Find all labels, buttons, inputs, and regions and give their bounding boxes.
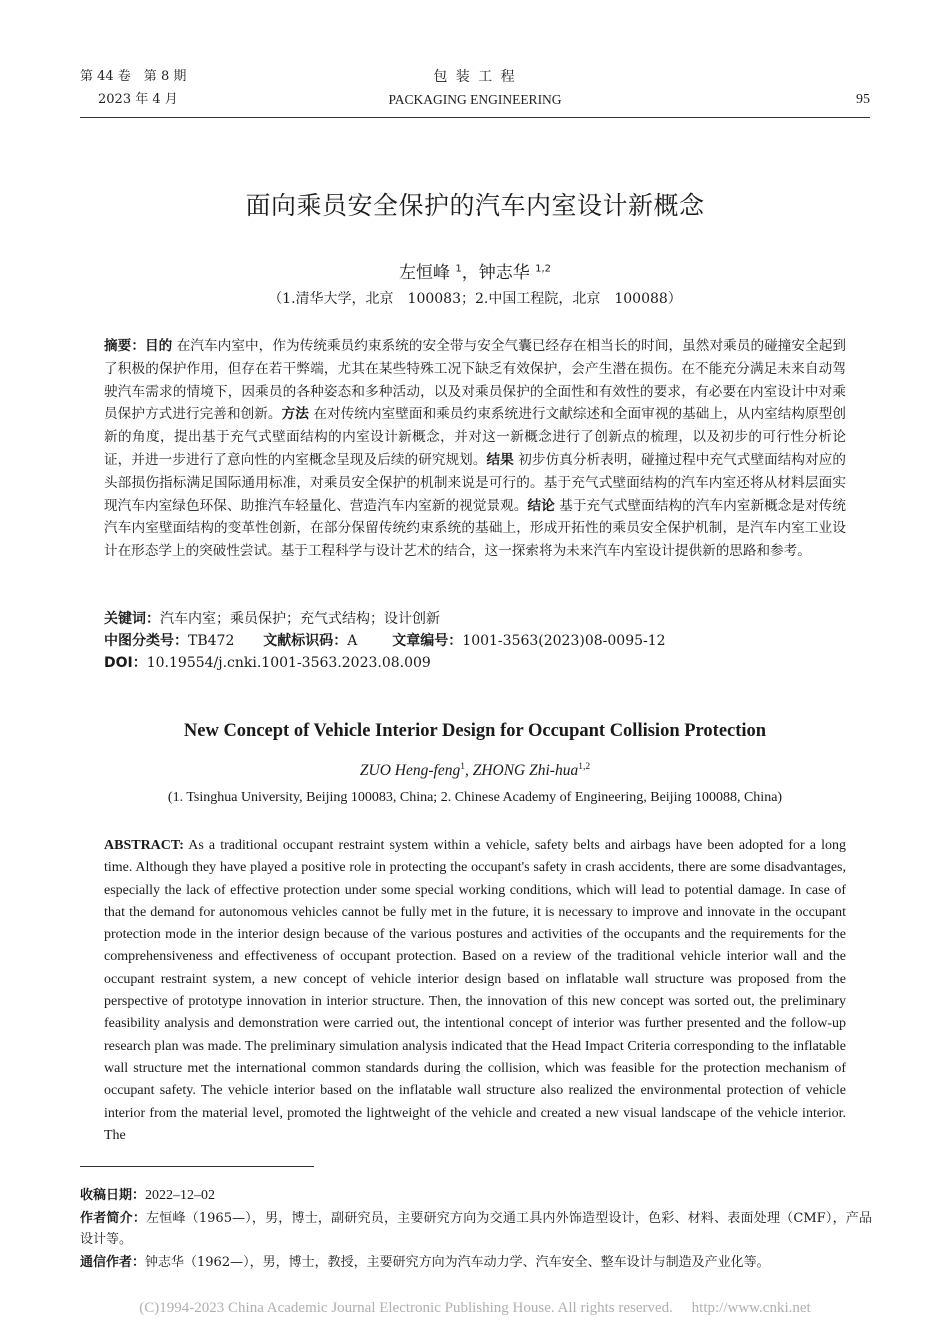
footnote-corresponding — [80, 1252, 872, 1273]
header-journal-en: PACKAGING ENGINEERING — [388, 92, 562, 107]
footnote-received — [80, 1185, 872, 1206]
article-no-label: 文章编号： — [392, 633, 463, 649]
conclusion-text: 基于充气式壁面结构的汽车内室新概念是对传统汽车内室壁面结构的变革性创新，在部分保留传统约束系统的基础上，形成开拓性的乘员安全保护机制，是汽车内室工业设计在形态学上的突破性尝试。基于工程科学与设计艺术的结合，这一探索将为未来汽车内室设计提供新的思路和参考。 — [104, 497, 847, 560]
doc-code-label: 文献标识码： — [263, 633, 348, 649]
corr-text: 钟志华（1962—），男，博士，教授，主要研究方向为汽车动力学、汽车安全、整车设计与制造及产业化等。 — [145, 1255, 770, 1270]
author2-cn-sup: 1,2 — [535, 263, 552, 275]
author1-cn: 左恒峰 — [398, 263, 450, 283]
footnote-rule — [80, 1166, 314, 1167]
header-page-number: 95 — [856, 92, 870, 107]
clc-label: 中图分类号： — [104, 633, 188, 649]
abstract-en-text: As a traditional occupant restraint system within a vehicle, safety belts and airbags have been adopted for a long time. Although they have played a positive role in protecting the occupant's safety in crash accidents, there are some disadvantages, especially the lack of effective protection under some special working conditions, which will lead to potential damage. In case of that the demand for autonomous vehicles cannot be fully met in the future, it is necessary to improve and innovate in the occupant protection mode in the interior design because of the various postures and activities of the occupants and the requirements for the comprehensiveness and effectiveness of occupant protection. Based on a review of the traditional vehicle interior wall and the occupant restraint system, a new concept of vehicle interior design based on inflatable wall structure was proposed from the perspective of prototype innovation in interior structure. Then, the innovation of this new concept was sorted out, the preliminary feasibility analysis and demonstration were carried out, the intentional concept of interior was further presented and the follow-up research plan was made. The preliminary simulation analysis indicated that the Head Impact Criteria corresponding to the inflatable wall structure met the international common standards during the collision, which was feasible for the protection mechanism of occupant safety. The vehicle interior based on the inflatable wall structure also realized the environmental protection of vehicle interior from the material level, promoted the lightweight of the vehicle and created a new visual landscape of the vehicle interior. The — [104, 838, 846, 1143]
authors-cn — [0, 258, 950, 283]
abstract-en-label: ABSTRACT: — [104, 838, 184, 853]
doi-line — [104, 652, 846, 672]
objective-label: 目的 — [144, 338, 173, 354]
keywords-cn-label: 关键词： — [104, 611, 160, 627]
author-separator-en: , — [464, 762, 473, 780]
authors-en — [0, 762, 950, 780]
classification-line — [104, 630, 846, 650]
author2-cn: 钟志华 — [478, 263, 530, 283]
clc-value: TB472 — [188, 633, 235, 649]
received-label: 收稿日期： — [80, 1188, 146, 1203]
corr-label: 通信作者： — [80, 1255, 146, 1270]
author2-en-sup: 1,2 — [578, 762, 591, 772]
author1-en-sup: 1 — [460, 762, 465, 772]
article-no-value: 1001-3563(2023)08-0095-12 — [462, 633, 666, 649]
doi-label: DOI： — [104, 655, 147, 671]
keywords-cn-value: 汽车内室；乘员保护；充气式结构；设计创新 — [160, 611, 440, 627]
copyright-notice: (C)1994-2023 China Academic Journal Electronic Publishing House. All rights reserved. http://www.cnki.net — [139, 1300, 811, 1316]
keywords-cn — [104, 608, 846, 628]
conclusion-label: 结论 — [527, 497, 555, 514]
result-text: 初步仿真分析表明，碰撞过程中充气式壁面结构对应的头部损伤指标满足国际通用标准，对乘员安全保护的机制来说是可行的。基于充气式壁面结构的汽车内室还将从材料层面实现汽车内室绿色环保、助推汽车轻量化、营造汽车内室新的视觉景观。 — [104, 451, 847, 514]
header-volume-issue: 第 44 卷 第 8 期 — [80, 69, 187, 84]
author1-en: ZUO Heng-feng — [359, 762, 461, 780]
bio-label: 作者简介： — [80, 1211, 147, 1226]
affiliation-en: (1. Tsinghua University, Beijing 100083, China; 2. Chinese Academy of Engineering, Beijing 100088, China) — [167, 790, 783, 805]
title-cn: 面向乘员安全保护的汽车内室设计新概念 — [245, 191, 705, 220]
title-en: New Concept of Vehicle Interior Design for Occupant Collision Protection — [183, 721, 767, 741]
author-separator-cn: ， — [461, 263, 479, 283]
abstract-en — [104, 835, 846, 1147]
method-text: 在对传统内室壁面和乘员约束系统进行文献综述和全面审视的基础上，从内室结构原型创新的角度，提出基于充气式壁面结构的内室设计新概念，并对这一新概念进行了创新点的梳理，以及初步的可行性分析论证，并进一步进行了意向性的内室概念呈现及后续的研究规划。 — [104, 406, 847, 468]
received-date: 2022–12–02 — [145, 1188, 216, 1203]
doi-value: 10.19554/j.cnki.1001-3563.2023.08.009 — [146, 655, 431, 671]
doc-code-value: A — [347, 633, 358, 649]
footnote-bio — [80, 1208, 872, 1250]
header-rule — [80, 117, 870, 118]
abstract-cn — [104, 335, 846, 563]
method-label: 方法 — [281, 406, 309, 423]
abstract-cn-label: 摘要： — [104, 338, 145, 354]
bio-text: 左恒峰（1965—），男，博士，副研究员，主要研究方向为交通工具内外饰造型设计，色彩、材料、表面处理（CMF），产品设计等。 — [80, 1211, 872, 1247]
author1-cn-sup: 1 — [455, 263, 462, 275]
author2-en: ZHONG Zhi-hua — [472, 762, 579, 780]
objective-text: 在汽车内室中，作为传统乘员约束系统的安全带与安全气囊已经存在相当长的时间，虽然对乘员的碰撞安全起到了积极的保护作用，但存在若干弊端，尤其在某些特殊工况下缺乏有效保护，会产生潜在损伤。在不能充分满足未来自动驾驶汽车需求的情境下，因乘员的各种姿态和多种活动，以及对乘员保护的全面性和有效性的要求，有必要在内室设计中对乘员保护方式进行完善和创新。 — [104, 338, 847, 423]
result-label: 结果 — [486, 451, 514, 468]
affiliation-cn: （1.清华大学，北京 100083；2.中国工程院，北京 100088） — [268, 291, 682, 307]
header-journal-cn: 包 装 工 程 — [433, 69, 517, 85]
header-date: 2023 年 4 月 — [98, 92, 178, 107]
